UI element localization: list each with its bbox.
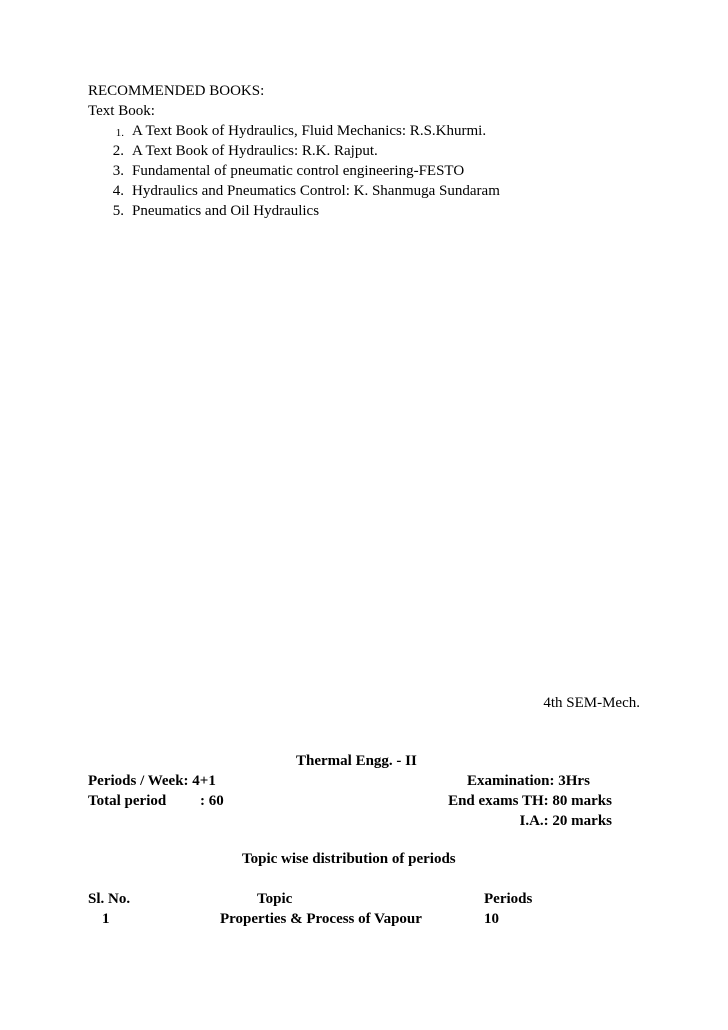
column-header-topic: Topic xyxy=(257,891,293,907)
end-exams-marks: End exams TH: 80 marks xyxy=(448,793,612,809)
book-title: Pneumatics and Oil Hydraulics xyxy=(132,203,320,219)
book-number: 5. xyxy=(112,203,124,219)
book-number: 2. xyxy=(112,143,124,159)
book-number: 1. xyxy=(115,127,124,139)
periods-per-week: Periods / Week: 4+1 xyxy=(88,773,216,789)
recommended-books-heading: RECOMMENDED BOOKS: xyxy=(88,83,265,99)
book-title: Hydraulics and Pneumatics Control: K. Shanmuga Sundaram xyxy=(132,183,500,199)
internal-assessment-marks: I.A.: 20 marks xyxy=(519,813,612,829)
row-topic: Properties & Process of Vapour xyxy=(220,911,422,927)
distribution-heading: Topic wise distribution of periods xyxy=(242,851,456,867)
row-periods: 10 xyxy=(484,911,499,927)
book-number: 4. xyxy=(112,183,124,199)
examination-duration: Examination: 3Hrs xyxy=(467,773,590,789)
semester-label: 4th SEM-Mech. xyxy=(543,695,640,711)
row-sl-no: 1 xyxy=(102,911,110,927)
book-title: Fundamental of pneumatic control engineering-FESTO xyxy=(132,163,465,179)
subject-title: Thermal Engg. - II xyxy=(296,753,417,769)
column-header-sl-no: Sl. No. xyxy=(88,891,131,907)
book-number: 3. xyxy=(112,163,124,179)
book-title: A Text Book of Hydraulics, Fluid Mechanics: R.S.Khurmi. xyxy=(132,123,487,139)
total-period-value: : 60 xyxy=(200,793,224,809)
text-book-subheading: Text Book: xyxy=(88,103,155,119)
book-title: A Text Book of Hydraulics: R.K. Rajput. xyxy=(132,143,378,159)
column-header-periods: Periods xyxy=(484,891,533,907)
total-period-label: Total period xyxy=(88,793,167,809)
